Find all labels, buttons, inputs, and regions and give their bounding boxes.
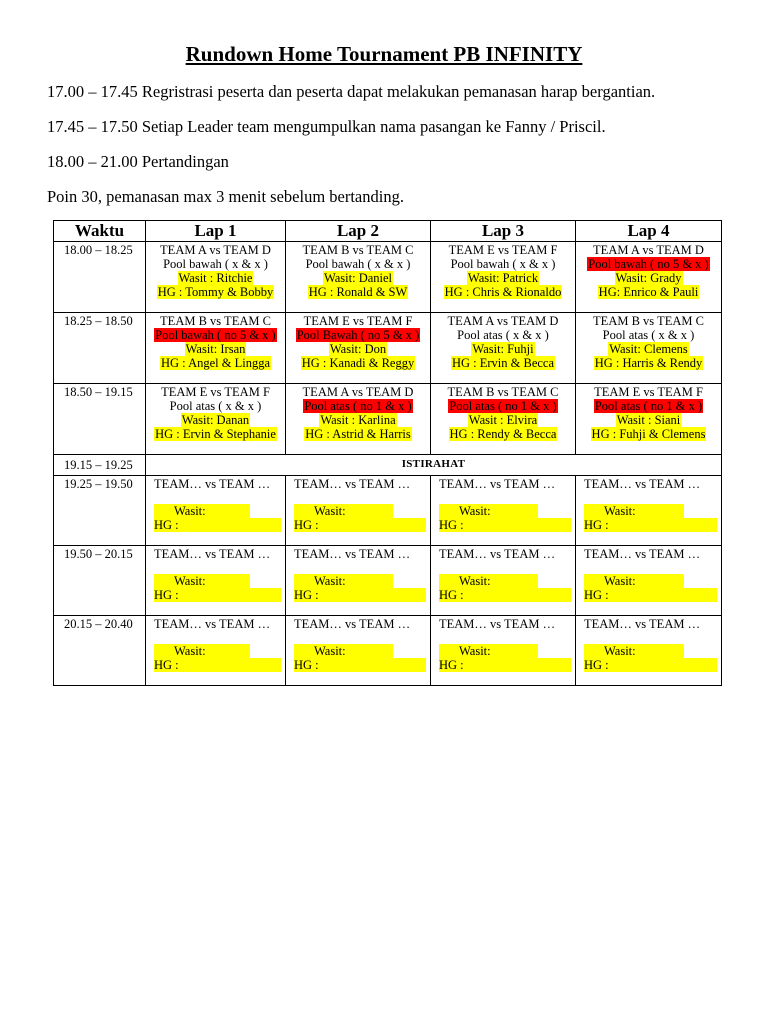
match-cell — [286, 546, 431, 616]
info-line-points: Poin 30, pemanasan max 3 menit sebelum bertanding. — [47, 187, 404, 206]
match-teams: TEAM… vs TEAM … — [439, 547, 556, 561]
match-teams: TEAM B vs TEAM C — [593, 314, 704, 328]
referee-label: Wasit: — [294, 574, 393, 588]
hg-label: HG : Tommy & Bobby — [157, 285, 274, 299]
referee-label: Wasit : Ritchie — [178, 271, 253, 285]
header-lap-3: Lap 3 — [431, 221, 576, 242]
match-teams: TEAM… vs TEAM … — [154, 617, 271, 631]
match-cell — [431, 313, 576, 384]
hg-label: HG : Astrid & Harris — [305, 427, 411, 441]
table-header-row — [54, 221, 722, 242]
match-teams: TEAM… vs TEAM … — [439, 617, 556, 631]
hg-label: HG : Ronald & SW — [308, 285, 408, 299]
table-row — [54, 384, 722, 455]
pool-label: Pool atas ( no 1 & x ) — [449, 399, 557, 413]
match-teams: TEAM A vs TEAM D — [302, 385, 414, 399]
match-teams: TEAM… vs TEAM … — [584, 617, 701, 631]
hg-label: HG : Kanadi & Reggy — [301, 356, 415, 370]
hg-label: HG : — [154, 518, 281, 532]
header-waktu: Waktu — [54, 221, 146, 242]
match-cell — [576, 546, 722, 616]
pool-label: Pool atas ( no 1 & x ) — [304, 399, 412, 413]
header-lap-2: Lap 2 — [286, 221, 431, 242]
referee-label: Wasit: — [294, 504, 393, 518]
hg-label: HG : — [439, 658, 571, 672]
match-cell — [286, 313, 431, 384]
document-title: Rundown Home Tournament PB INFINITY — [185, 42, 583, 66]
table-row — [54, 242, 722, 313]
match-teams: TEAM… vs TEAM … — [294, 547, 411, 561]
referee-label: Wasit: — [439, 504, 538, 518]
referee-label: Wasit: — [584, 504, 684, 518]
hg-label: HG : — [584, 658, 717, 672]
match-cell — [576, 476, 722, 546]
time-cell: 18.25 – 18.50 — [54, 313, 146, 384]
hg-label: HG : Rendy & Becca — [449, 427, 557, 441]
match-teams: TEAM… vs TEAM … — [154, 547, 271, 561]
pool-label: Pool bawah ( x & x ) — [305, 257, 411, 271]
match-teams: TEAM E vs TEAM F — [594, 385, 703, 399]
pool-label: Pool bawah ( no 5 & x ) — [588, 257, 709, 271]
time-cell: 19.15 – 19.25 — [54, 455, 146, 476]
match-teams: TEAM E vs TEAM F — [303, 314, 413, 328]
hg-label: HG : — [154, 658, 281, 672]
match-teams: TEAM… vs TEAM … — [584, 547, 701, 561]
match-cell — [576, 242, 722, 313]
time-cell: 18.00 – 18.25 — [54, 242, 146, 313]
referee-label: Wasit: Fuhji — [472, 342, 534, 356]
referee-label: Wasit: — [584, 644, 684, 658]
match-cell — [146, 313, 286, 384]
pool-label: Pool atas ( x & x ) — [457, 328, 549, 342]
referee-label: Wasit: — [154, 644, 250, 658]
info-line-match-time: 18.00 – 21.00 Pertandingan — [47, 152, 229, 171]
pool-label: Pool bawah ( x & x ) — [163, 257, 268, 271]
referee-label: Wasit : Karlina — [320, 413, 396, 427]
hg-label: HG: Enrico & Pauli — [598, 285, 699, 299]
match-teams: TEAM B vs TEAM C — [302, 243, 414, 257]
pool-label: Pool bawah ( x & x ) — [450, 257, 556, 271]
match-cell — [576, 313, 722, 384]
match-teams: TEAM A vs TEAM D — [160, 243, 271, 257]
referee-label: Wasit: — [154, 504, 250, 518]
pool-label: Pool Bawah ( no 5 & x ) — [296, 328, 420, 342]
match-teams: TEAM… vs TEAM … — [439, 477, 556, 491]
match-teams: TEAM B vs TEAM C — [447, 385, 559, 399]
referee-label: Wasit: Grady — [615, 271, 682, 285]
info-line-leader: 17.45 – 17.50 Setiap Leader team mengumpulkan nama pasangan ke Fanny / Priscil. — [47, 117, 606, 136]
info-line-registration: 17.00 – 17.45 Regristrasi peserta dan peserta dapat melakukan pemanasan harap bergantian. — [47, 82, 656, 101]
table-row — [54, 313, 722, 384]
match-cell — [431, 242, 576, 313]
time-cell: 20.15 – 20.40 — [54, 616, 146, 686]
pool-label: Pool bawah ( no 5 & x ) — [155, 328, 276, 342]
match-cell — [146, 384, 286, 455]
referee-label: Wasit: — [154, 574, 250, 588]
match-cell — [431, 384, 576, 455]
match-teams: TEAM B vs TEAM C — [160, 314, 271, 328]
referee-label: Wasit: Daniel — [323, 271, 393, 285]
table-row — [54, 546, 722, 616]
match-cell — [431, 616, 576, 686]
referee-label: Wasit : Elvira — [468, 413, 538, 427]
time-cell: 18.50 – 19.15 — [54, 384, 146, 455]
hg-label: HG : Ervin & Stephanie — [155, 427, 276, 441]
hg-label: HG : — [584, 588, 717, 602]
break-row — [54, 455, 722, 476]
match-cell — [146, 546, 286, 616]
hg-label: HG : Angel & Lingga — [160, 356, 270, 370]
pool-label: Pool atas ( x & x ) — [602, 328, 695, 342]
match-teams: TEAM E vs TEAM F — [448, 243, 558, 257]
match-teams: TEAM… vs TEAM … — [584, 477, 701, 491]
referee-label: Wasit: — [584, 574, 684, 588]
match-cell — [286, 384, 431, 455]
table-row — [54, 616, 722, 686]
match-cell — [286, 242, 431, 313]
header-lap-4: Lap 4 — [576, 221, 722, 242]
hg-label: HG : — [439, 518, 571, 532]
match-cell — [146, 616, 286, 686]
referee-label: Wasit: Irsan — [185, 342, 246, 356]
match-cell — [146, 476, 286, 546]
hg-label: HG : — [294, 658, 426, 672]
time-cell: 19.50 – 20.15 — [54, 546, 146, 616]
match-teams: TEAM… vs TEAM … — [294, 617, 411, 631]
match-cell — [576, 616, 722, 686]
schedule-table — [53, 220, 722, 686]
time-cell: 19.25 – 19.50 — [54, 476, 146, 546]
pool-label: Pool atas ( no 1 & x ) — [594, 399, 703, 413]
referee-label: Wasit: Don — [329, 342, 387, 356]
match-teams: TEAM E vs TEAM F — [161, 385, 270, 399]
pool-label: Pool atas ( x & x ) — [169, 399, 262, 413]
referee-label: Wasit: — [294, 644, 393, 658]
table-row — [54, 476, 722, 546]
referee-label: Wasit : Siani — [616, 413, 681, 427]
match-cell — [286, 616, 431, 686]
header-lap-1: Lap 1 — [146, 221, 286, 242]
match-cell — [431, 476, 576, 546]
referee-label: Wasit: Danan — [181, 413, 250, 427]
match-teams: TEAM A vs TEAM D — [593, 243, 704, 257]
match-cell — [431, 546, 576, 616]
referee-label: Wasit: — [439, 574, 538, 588]
hg-label: HG : — [439, 588, 571, 602]
hg-label: HG : Harris & Rendy — [594, 356, 703, 370]
referee-label: Wasit: — [439, 644, 538, 658]
match-cell — [286, 476, 431, 546]
hg-label: HG : Fuhji & Clemens — [591, 427, 706, 441]
hg-label: HG : — [294, 588, 426, 602]
match-cell — [576, 384, 722, 455]
break-label: ISTIRAHAT — [146, 455, 722, 476]
hg-label: HG : Ervin & Becca — [451, 356, 555, 370]
hg-label: HG : — [294, 518, 426, 532]
match-teams: TEAM A vs TEAM D — [447, 314, 559, 328]
referee-label: Wasit: Clemens — [609, 342, 688, 356]
hg-label: HG : — [154, 588, 281, 602]
hg-label: HG : Chris & Rionaldo — [444, 285, 562, 299]
hg-label: HG : — [584, 518, 717, 532]
match-teams: TEAM… vs TEAM … — [154, 477, 271, 491]
match-cell — [146, 242, 286, 313]
match-teams: TEAM… vs TEAM … — [294, 477, 411, 491]
referee-label: Wasit: Patrick — [467, 271, 539, 285]
